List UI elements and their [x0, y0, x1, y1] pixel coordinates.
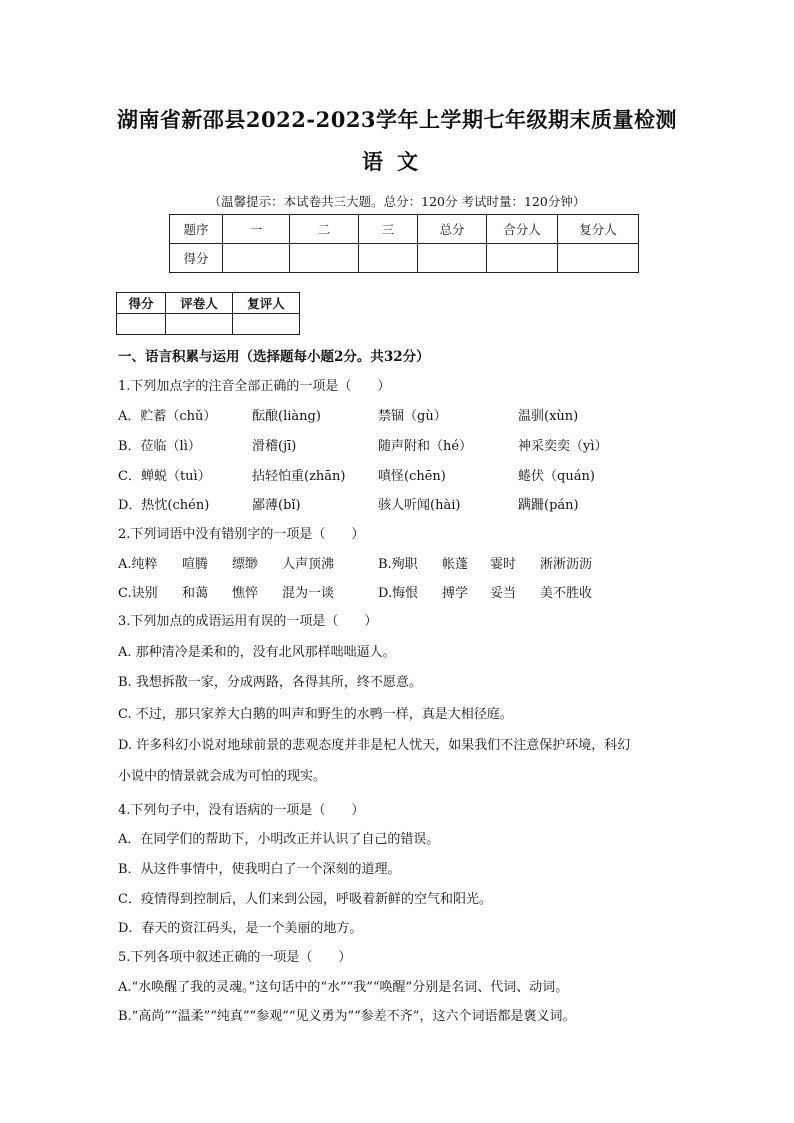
question-stem: 2.下列词语中没有错别字的一项是（ ） — [118, 527, 365, 542]
q5-option: B.“高尚”“温柔”“纯真”“参观”“见义勇为”“参差不齐”，这六个词语都是褒义词。 — [118, 1009, 576, 1024]
q1-option: 滑稽(jī) — [252, 439, 297, 454]
score-input-cell[interactable] — [223, 244, 290, 273]
q2-option: C.诀别 — [118, 586, 158, 601]
q3-option: C. 不过，那只家养大白鹅的叫声和野生的水鸭一样，真是大相径庭。 — [118, 707, 513, 722]
score-cell: 合分人 — [487, 215, 558, 244]
grader-header-row — [117, 293, 300, 314]
score-input-cell[interactable] — [487, 244, 558, 273]
q1-option: D．热忱(chén) — [118, 498, 210, 513]
grader-table — [116, 292, 300, 335]
q2-option: 人声顶沸 — [282, 557, 335, 572]
q1-option: 蹒跚(pán) — [518, 498, 579, 513]
score-cell: 复分人 — [558, 215, 639, 244]
q1-option: A．贮蓄（chǔ） — [118, 409, 217, 424]
q4-option: D．春天的资江码头，是一个美丽的地方。 — [118, 921, 363, 936]
q2-option: 霎时 — [490, 557, 517, 572]
score-input-cell[interactable] — [558, 244, 639, 273]
score-input-cell[interactable] — [359, 244, 418, 273]
score-cell: 得分 — [170, 244, 223, 273]
q2-option: 缥缈 — [232, 557, 259, 572]
score-table — [169, 214, 639, 273]
score-cell: 题序 — [170, 215, 223, 244]
q3-option-continued: 小说中的情景就会成为可怕的现实。 — [118, 769, 327, 784]
score-cell: 总分 — [418, 215, 487, 244]
q1-option: 嗔怪(chēn) — [378, 469, 446, 484]
subject-title: 语文 — [362, 149, 432, 174]
grader-cell: 评卷人 — [166, 293, 233, 314]
q4-option: B．从这件事情中，使我明白了一个深刻的道理。 — [118, 862, 401, 877]
q2-option: B.殉职 — [378, 557, 418, 572]
score-value-row — [170, 244, 639, 273]
q2-option: 憔悴 — [232, 586, 259, 601]
q4-option: A．在同学们的帮助下，小明改正并认识了自己的错误。 — [118, 832, 440, 847]
q1-option: 骇人听闻(hài) — [378, 498, 461, 513]
q1-option: 鄙薄(bǐ) — [252, 498, 301, 513]
q3-option: A. 那种清冷是柔和的，没有北风那样咄咄逼人。 — [118, 645, 396, 660]
q3-option: B. 我想拆散一家，分成两路，各得其所，终不愿意。 — [118, 675, 422, 690]
score-input-cell[interactable] — [418, 244, 487, 273]
q2-option: A.纯粹 — [118, 557, 158, 572]
question-stem: 5.下列各项中叙述正确的一项是（ ） — [118, 950, 352, 965]
q2-option: 混为一谈 — [282, 586, 335, 601]
score-header-row — [170, 215, 639, 244]
q2-option: 搏学 — [442, 586, 469, 601]
q1-option: 神采奕奕（yì） — [518, 439, 608, 454]
q1-option: B．莅临（lì） — [118, 439, 201, 454]
q1-option: 酝酿(liàng) — [252, 409, 321, 424]
score-input-cell[interactable] — [290, 244, 359, 273]
q2-option: 美不胜收 — [540, 586, 593, 601]
q1-option: 蜷伏（quán) — [518, 469, 595, 484]
q2-option: 淅淅沥沥 — [540, 557, 593, 572]
question-stem: 3.下列加点的成语运用有误的一项是（ ） — [118, 614, 378, 629]
grader-cell: 得分 — [117, 293, 166, 314]
q5-option: A.“水唤醒了我的灵魂。”这句话中的“水”“我”“唤醒”分别是名词、代词、动词。 — [118, 980, 569, 995]
score-cell: 二 — [290, 215, 359, 244]
q2-option: 妥当 — [490, 586, 517, 601]
grader-cell: 复评人 — [233, 293, 300, 314]
q2-option: 喧腾 — [182, 557, 209, 572]
q2-option: 和蔼 — [182, 586, 209, 601]
q2-option: 帐蓬 — [442, 557, 469, 572]
score-cell: 三 — [359, 215, 418, 244]
grader-input-cell[interactable] — [233, 314, 300, 335]
grader-input-cell[interactable] — [166, 314, 233, 335]
question-stem: 1.下列加点字的注音全部正确的一项是（ ） — [118, 379, 391, 394]
score-cell: 一 — [223, 215, 290, 244]
q1-option: 温驯(xùn) — [518, 409, 579, 424]
q1-option: 禁锢（gù） — [378, 409, 447, 424]
q1-option: C．蝉蜕（tuì） — [118, 469, 211, 484]
page-title: 湖南省新邵县2022-2023学年上学期七年级期末质量检测 — [116, 107, 678, 132]
grader-input-cell[interactable] — [117, 314, 166, 335]
q4-option: C．疫情得到控制后，人们来到公园，呼吸着新鲜的空气和阳光。 — [118, 892, 492, 907]
q3-option: D. 许多科幻小说对地球前景的悲观态度并非是杞人忧天，如果我们不注意保护环境，科幻 — [118, 738, 631, 753]
exam-hint: （温馨提示：本试卷共三大题。总分：120分 考试时量：120分钟） — [208, 194, 586, 209]
question-stem: 4.下列句子中，没有语病的一项是（ ） — [118, 803, 365, 818]
q1-option: 随声附和（hé） — [378, 439, 473, 454]
grader-value-row — [117, 314, 300, 335]
q1-option: 拈轻怕重(zhān) — [252, 469, 346, 484]
q2-option: D.悔恨 — [378, 586, 419, 601]
section-heading: 一、语言积累与运用（选择题每小题2分。共32分） — [118, 349, 430, 365]
